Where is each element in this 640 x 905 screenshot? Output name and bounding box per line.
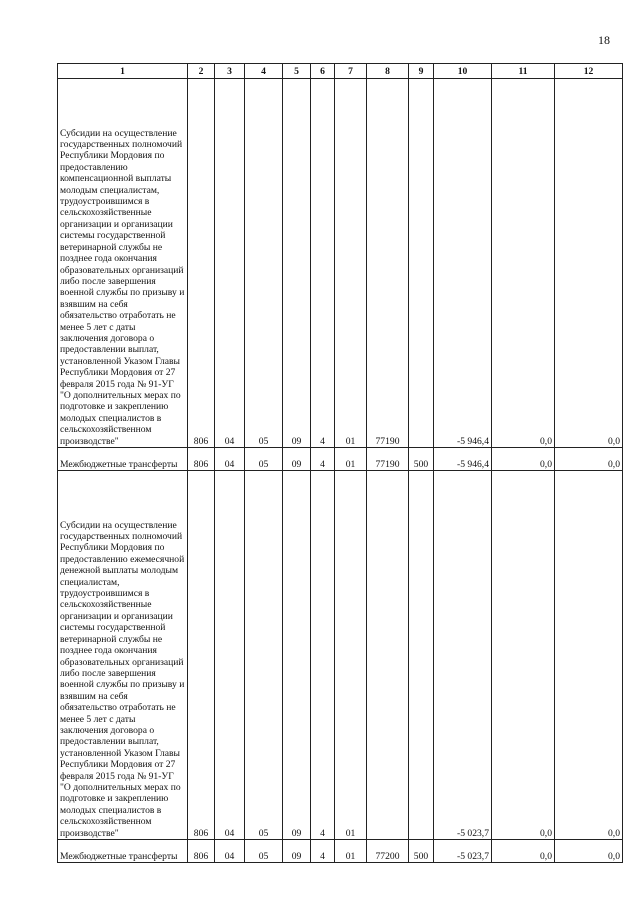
row-description: Межбюджетные трансферты (58, 840, 188, 863)
column-header: 1 (58, 64, 188, 79)
table-row (58, 471, 623, 840)
table-row (58, 448, 623, 471)
cell-c8 (367, 471, 409, 840)
cell-c9 (409, 79, 434, 448)
cell-c3: 04 (215, 448, 245, 471)
cell-c3: 04 (215, 840, 245, 863)
cell-c6: 4 (311, 471, 335, 840)
cell-c10: -5 023,7 (434, 840, 492, 863)
row-description: Субсидии на осуществление государственных полномочий Республики Мордовия по предоставлению ежемесячной денежной выплаты молодым специалистам, трудоустроившимся в сельскохозяйственные организации и организации системы государственной ветеринарной службы не позднее года окончания образовательных организаций либо после завершения военной службы по призыву и взявшим на себя обязательство отработать не менее 5 лет с даты заключения договора о предоставлении выплат, установленной Указом Главы Республики Мордовия от 27 февраля 2015 года № 91-УГ "О дополнительных мерах по подготовке и закреплению молодых специалистов в сельскохозяйственном производстве" (58, 471, 188, 840)
cell-c5: 09 (283, 471, 311, 840)
cell-c12: 0,0 (555, 471, 623, 840)
cell-c10: -5 946,4 (434, 448, 492, 471)
row-description: Межбюджетные трансферты (58, 448, 188, 471)
budget-table (57, 63, 623, 863)
cell-c12: 0,0 (555, 79, 623, 448)
column-header: 2 (188, 64, 215, 79)
cell-c9 (409, 471, 434, 840)
column-header: 12 (555, 64, 623, 79)
cell-c5: 09 (283, 448, 311, 471)
cell-c5: 09 (283, 840, 311, 863)
cell-c4: 05 (245, 471, 283, 840)
cell-c8: 77200 (367, 840, 409, 863)
cell-c7: 01 (335, 448, 367, 471)
cell-c11: 0,0 (492, 79, 555, 448)
header-row (58, 64, 623, 79)
cell-c7: 01 (335, 471, 367, 840)
cell-c2: 806 (188, 471, 215, 840)
column-header: 7 (335, 64, 367, 79)
cell-c5: 09 (283, 79, 311, 448)
cell-c2: 806 (188, 79, 215, 448)
cell-c4: 05 (245, 79, 283, 448)
page-number: 18 (598, 33, 610, 47)
cell-c3: 04 (215, 79, 245, 448)
column-header: 8 (367, 64, 409, 79)
cell-c7: 01 (335, 840, 367, 863)
cell-c10: -5 023,7 (434, 471, 492, 840)
cell-c2: 806 (188, 840, 215, 863)
column-header: 10 (434, 64, 492, 79)
column-header: 11 (492, 64, 555, 79)
cell-c6: 4 (311, 448, 335, 471)
cell-c4: 05 (245, 840, 283, 863)
cell-c12: 0,0 (555, 840, 623, 863)
cell-c9: 500 (409, 448, 434, 471)
column-header: 9 (409, 64, 434, 79)
cell-c11: 0,0 (492, 840, 555, 863)
cell-c6: 4 (311, 840, 335, 863)
cell-c12: 0,0 (555, 448, 623, 471)
cell-c2: 806 (188, 448, 215, 471)
table-row (58, 79, 623, 448)
cell-c9: 500 (409, 840, 434, 863)
cell-c8: 77190 (367, 448, 409, 471)
column-header: 4 (245, 64, 283, 79)
cell-c4: 05 (245, 448, 283, 471)
row-description: Субсидии на осуществление государственных полномочий Республики Мордовия по предоставлению компенсационной выплаты молодым специалистам, трудоустроившимся в сельскохозяйственные организации и организации системы государственной ветеринарной службы не позднее года окончания образовательных организаций либо после завершения военной службы по призыву и взявшим на себя обязательство отработать не менее 5 лет с даты заключения договора о предоставлении выплат, установленной Указом Главы Республики Мордовия от 27 февраля 2015 года № 91-УГ "О дополнительных мерах по подготовке и закреплению молодых специалистов в сельскохозяйственном производстве" (58, 79, 188, 448)
cell-c11: 0,0 (492, 471, 555, 840)
column-header: 3 (215, 64, 245, 79)
cell-c3: 04 (215, 471, 245, 840)
cell-c7: 01 (335, 79, 367, 448)
column-header: 5 (283, 64, 311, 79)
cell-c11: 0,0 (492, 448, 555, 471)
cell-c6: 4 (311, 79, 335, 448)
table-row (58, 840, 623, 863)
column-header: 6 (311, 64, 335, 79)
cell-c10: -5 946,4 (434, 79, 492, 448)
cell-c8: 77190 (367, 79, 409, 448)
